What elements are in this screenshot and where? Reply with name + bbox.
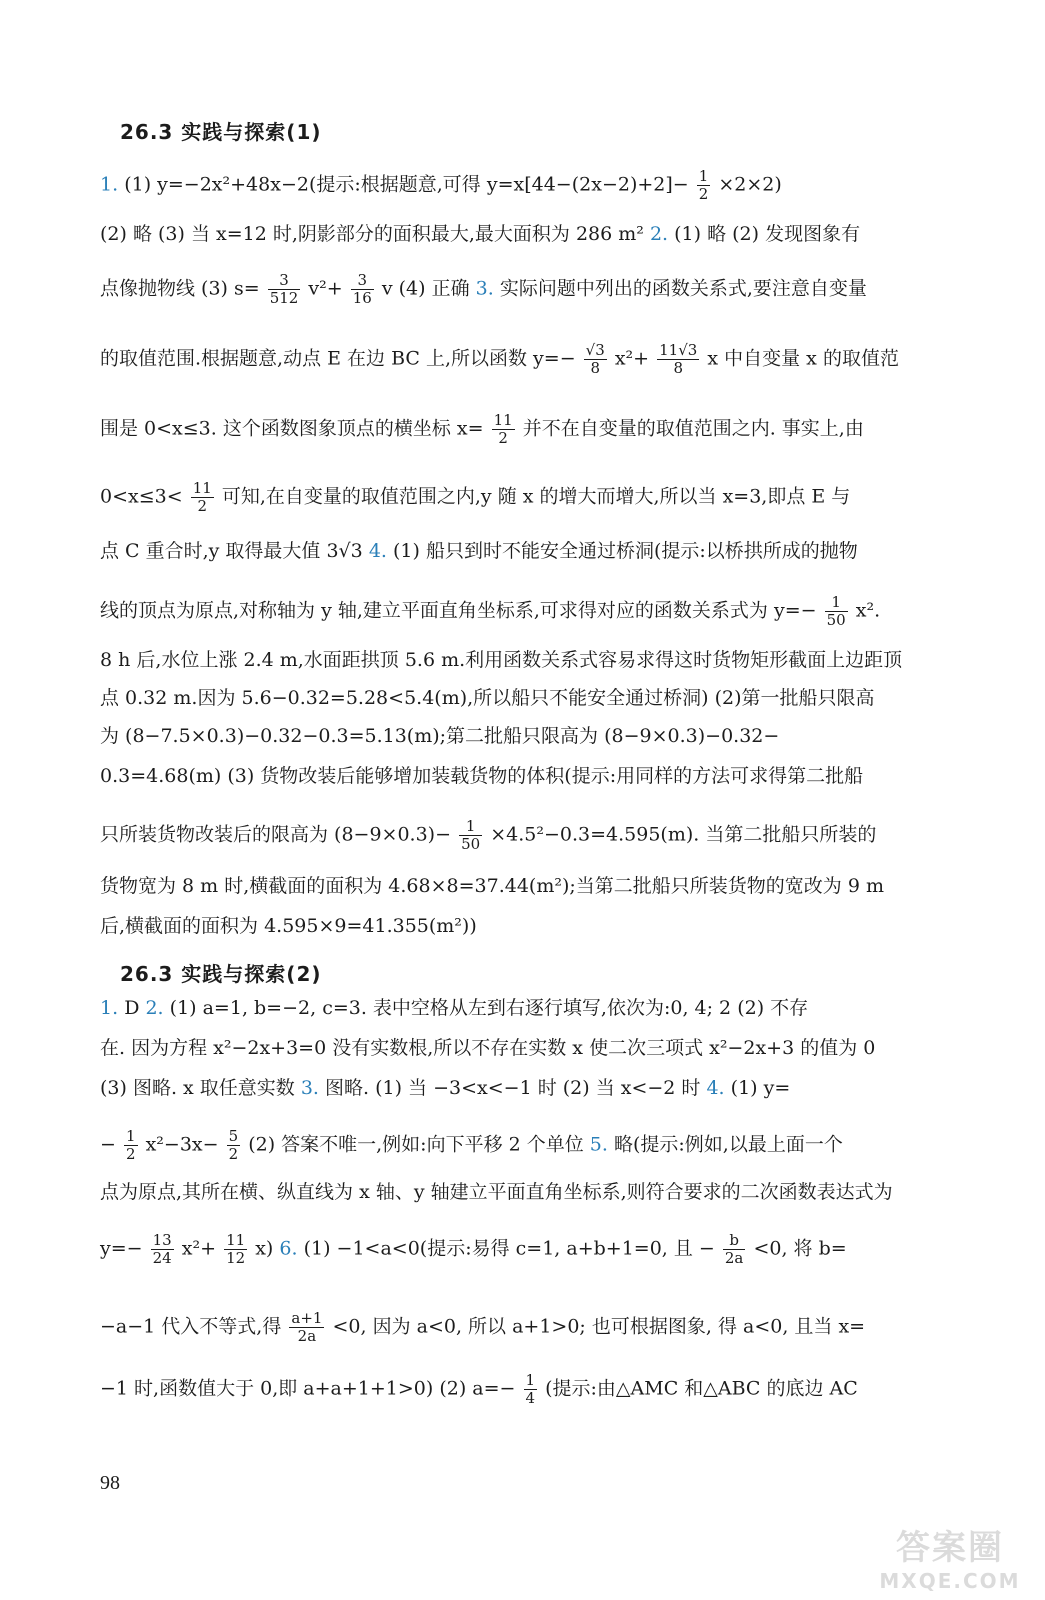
line-text: 点 C 重合时,y 取得最大值 3√3 (100, 540, 363, 562)
page-number: 98 (100, 1472, 120, 1494)
line-text: x². (855, 599, 881, 622)
line-text: (1) a=1, b=−2, c=3. 表中空格从左到右逐行填写,依次为:0, 4; 2 (2) 不存 (169, 997, 809, 1019)
item-number: 2. (145, 997, 164, 1019)
item-number: 1. (100, 997, 119, 1019)
section-heading-2: 26.3 实践与探索(2) (120, 962, 322, 986)
text-line: 点 0.32 m.因为 5.6−0.32=5.28<5.4(m),所以船只不能安全通过桥洞) (2)第一批船只限高 (100, 687, 875, 709)
text-line: 0.3=4.68(m) (3) 货物改装后能够增加装载货物的体积(提示:用同样的方法可求得第二批船 (100, 765, 864, 787)
item-number: 2. (649, 223, 669, 245)
text-line (100, 480, 950, 515)
text-line (100, 818, 950, 853)
text-line: 后,横截面的面积为 4.595×9=41.355(m²)) (100, 915, 477, 937)
text-line (100, 1310, 950, 1345)
text-line (100, 539, 950, 563)
line-text: (2) 答案不唯一,例如:向下平移 2 个单位 (248, 1133, 590, 1156)
line-text: −a−1 代入不等式,得 (100, 1315, 282, 1338)
fraction: $\frac{11}{2}$ (493, 411, 513, 447)
line-text: (1) −1<a<0(提示:易得 c=1, a+b+1=0, 且 − (303, 1237, 715, 1260)
item-number: 4. (368, 540, 387, 562)
item-number: 3. (475, 277, 494, 300)
line-text: (提示:由△AMC 和△ABC 的底边 AC (545, 1377, 858, 1400)
line-text: 可知,在自变量的取值范围之内,y 随 x 的增大而增大,所以当 x=3,即点 E 与 (221, 485, 851, 508)
fraction: $\frac{b}{2a}$ (724, 1231, 744, 1267)
fraction: $\frac{a+1}{2a}$ (291, 1309, 323, 1345)
line-text: D (124, 997, 146, 1019)
line-text: (1) 略 (2) 发现图象有 (674, 223, 861, 245)
item-number: 1. (100, 173, 119, 196)
fraction: $\frac{1}{2}$ (125, 1127, 136, 1163)
item-number: 3. (300, 1077, 319, 1099)
item-number: 6. (279, 1237, 298, 1260)
line-text: x) (255, 1237, 280, 1260)
line-text: 实际问题中列出的函数关系式,要注意自变量 (499, 277, 867, 300)
line-text: (2) 略 (3) 当 x=12 时,阴影部分的面积最大,最大面积为 286 m² (100, 223, 644, 245)
item-number: 4. (706, 1077, 725, 1099)
fraction: $\frac{1}{4}$ (525, 1371, 536, 1407)
line-text: (1) 船只到时不能安全通过桥洞(提示:以桥拱所成的抛物 (393, 540, 858, 562)
text-line (100, 996, 950, 1020)
line-text: 0<x≤3< (100, 485, 183, 508)
fraction: $\frac{1}{50}$ (826, 593, 846, 629)
line-text: (1) y=−2x²+48x−2(提示:根据题意,可得 y=x[44−(2x−2)+2]− (124, 173, 689, 196)
text-line (100, 272, 950, 307)
fraction: $\frac{11}{2}$ (192, 479, 212, 515)
item-number: 5. (589, 1133, 608, 1156)
line-text: x 中自变量 x 的取值范 (707, 347, 899, 370)
text-line (100, 1128, 950, 1163)
line-text: 并不在自变量的取值范围之内. 事实上,由 (522, 417, 864, 440)
watermark-logo: 答案圈 MXQE.COM (879, 1528, 1021, 1593)
line-text: 图略. (1) 当 −3<x<−1 时 (2) 当 x<−2 时 (325, 1077, 707, 1099)
text-line (100, 222, 950, 246)
text-line (100, 594, 950, 629)
line-text: y=− (100, 1237, 143, 1260)
text-line (100, 342, 950, 377)
fraction: $\frac{11}{12}$ (226, 1231, 246, 1267)
text-line: 为 (8−7.5×0.3)−0.32−0.3=5.13(m);第二批船只限高为 (8−9×0.3)−0.32− (100, 725, 780, 747)
text-line: 8 h 后,水位上涨 2.4 m,水面距拱顶 5.6 m.利用函数关系式容易求得这时货物矩形截面上边距顶 (100, 649, 903, 671)
text-line (100, 1372, 950, 1407)
line-text: − (100, 1133, 116, 1156)
fraction: $\frac{√3}{8}$ (585, 341, 605, 377)
fraction: $\frac{5}{2}$ (228, 1127, 239, 1163)
text-line (100, 1076, 950, 1100)
line-text: x²+ (181, 1237, 217, 1260)
line-text: x²−3x− (145, 1133, 219, 1156)
line-text: x²+ (614, 347, 650, 370)
line-text: <0, 因为 a<0, 所以 a+1>0; 也可根据图象, 得 a<0, 且当 x= (332, 1315, 866, 1338)
fraction: $\frac{13}{24}$ (152, 1231, 172, 1267)
line-text: ×2×2) (718, 173, 782, 196)
text-line (100, 168, 950, 203)
fraction: $\frac{3}{512}$ (269, 271, 299, 307)
section-heading-1: 26.3 实践与探索(1) (120, 120, 322, 144)
fraction: $\frac{11√3}{8}$ (659, 341, 698, 377)
fraction: $\frac{3}{16}$ (352, 271, 372, 307)
fraction: $\frac{1}{2}$ (698, 167, 709, 203)
line-text: <0, 将 b= (753, 1237, 847, 1260)
line-text: −1 时,函数值大于 0,即 a+a+1+1>0) (2) a=− (100, 1377, 516, 1400)
fraction: $\frac{1}{50}$ (461, 817, 481, 853)
line-text: ×4.5²−0.3=4.595(m). 当第二批船只所装的 (490, 823, 877, 846)
line-text: 的取值范围.根据题意,动点 E 在边 BC 上,所以函数 y=− (100, 347, 576, 370)
line-text: v²+ (308, 277, 343, 300)
text-line (100, 1232, 950, 1267)
line-text: 只所装货物改装后的限高为 (8−9×0.3)− (100, 823, 452, 846)
line-text: 围是 0<x≤3. 这个函数图象顶点的横坐标 x= (100, 417, 484, 440)
text-line (100, 412, 950, 447)
line-text: (3) 图略. x 取任意实数 (100, 1077, 301, 1099)
text-line: 货物宽为 8 m 时,横截面的面积为 4.68×8=37.44(m²);当第二批船只所装货物的宽改为 9 m (100, 875, 884, 897)
line-text: 略(提示:例如,以最上面一个 (613, 1133, 843, 1156)
text-line: 点为原点,其所在横、纵直线为 x 轴、y 轴建立平面直角坐标系,则符合要求的二次函数表达式为 (100, 1181, 893, 1203)
line-text: (1) y= (730, 1077, 791, 1099)
text-line: 在. 因为方程 x²−2x+3=0 没有实数根,所以不存在实数 x 使二次三项式 x²−2x+3 的值为 0 (100, 1037, 876, 1059)
line-text: v (4) 正确 (381, 277, 476, 300)
line-text: 线的顶点为原点,对称轴为 y 轴,建立平面直角坐标系,可求得对应的函数关系式为 y=− (100, 599, 817, 622)
line-text: 点像抛物线 (3) s= (100, 277, 260, 300)
